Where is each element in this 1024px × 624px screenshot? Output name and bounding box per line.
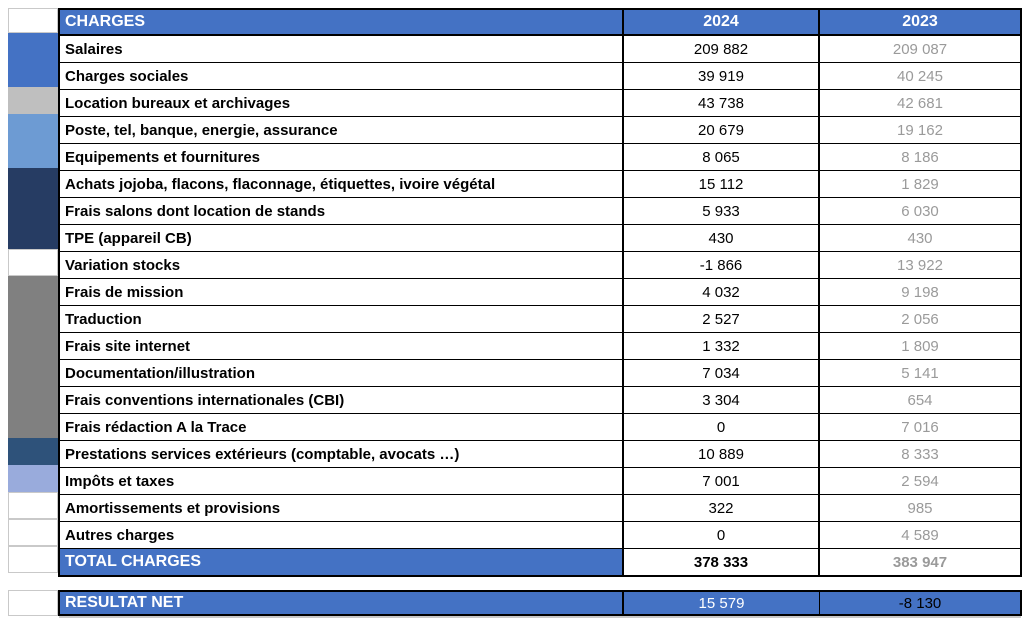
table-row <box>60 386 1020 413</box>
total-label: TOTAL CHARGES <box>60 549 624 575</box>
row-label: Impôts et taxes <box>60 468 624 494</box>
row-label: Prestations services extérieurs (comptable, avocats …) <box>60 441 624 467</box>
row-value-2023: 985 <box>907 499 933 517</box>
row-color-swatch <box>8 384 58 411</box>
row-label: Variation stocks <box>60 252 624 278</box>
row-value-2023: 8 333 <box>901 445 939 463</box>
row-color-swatch <box>8 303 58 330</box>
row-label: Poste, tel, banque, energie, assurance <box>60 117 624 143</box>
table-row <box>60 440 1020 467</box>
row-color-swatch <box>8 168 58 195</box>
row-value-2024: -1 866 <box>624 252 820 278</box>
row-label: Frais salons dont location de stands <box>60 198 624 224</box>
row-value-2024: 3 304 <box>624 387 820 413</box>
table-row <box>60 197 1020 224</box>
row-value-2024: 8 065 <box>624 144 820 170</box>
row-value-2023: 19 162 <box>897 121 943 139</box>
row-value-2023: 209 087 <box>892 40 948 58</box>
row-label: Documentation/illustration <box>60 360 624 386</box>
row-label: Equipements et fournitures <box>60 144 624 170</box>
resultat-color-swatch <box>8 590 58 616</box>
row-color-swatch <box>8 222 58 249</box>
table-row <box>60 467 1020 494</box>
row-value-2024: 2 527 <box>624 306 820 332</box>
table-row <box>60 89 1020 116</box>
table-row <box>60 413 1020 440</box>
row-value-2024: 430 <box>624 225 820 251</box>
total-value-2023: 383 947 <box>892 553 948 571</box>
row-label: Autres charges <box>60 522 624 548</box>
row-color-swatch <box>8 519 58 546</box>
row-value-2024: 7 001 <box>624 468 820 494</box>
row-value-2024: 43 738 <box>624 90 820 116</box>
row-value-2024: 0 <box>624 414 820 440</box>
table-header-row <box>60 10 1020 35</box>
row-color-swatch <box>8 141 58 168</box>
row-color-swatch <box>8 114 58 141</box>
row-label: TPE (appareil CB) <box>60 225 624 251</box>
resultat-value-2024: 15 579 <box>624 592 820 614</box>
row-color-swatch <box>8 60 58 87</box>
row-label: Salaires <box>60 36 624 62</box>
row-value-2023: 2 056 <box>901 310 939 328</box>
table-row <box>60 224 1020 251</box>
row-value-2023: 13 922 <box>897 256 943 274</box>
row-color-swatch <box>8 276 58 303</box>
row-value-2024: 5 933 <box>624 198 820 224</box>
row-value-2024: 20 679 <box>624 117 820 143</box>
row-value-2023: 4 589 <box>901 526 939 544</box>
resultat-row <box>58 590 1022 616</box>
row-color-swatch <box>8 87 58 114</box>
row-value-2023: 9 198 <box>901 283 939 301</box>
row-color-swatch <box>8 249 58 276</box>
table-row <box>60 62 1020 89</box>
table-row <box>60 251 1020 278</box>
table-row <box>60 278 1020 305</box>
row-value-2023: 40 245 <box>897 67 943 85</box>
charges-main-table <box>58 8 1022 577</box>
row-value-2024: 7 034 <box>624 360 820 386</box>
row-label: Amortissements et provisions <box>60 495 624 521</box>
charges-table <box>8 8 1022 577</box>
row-value-2024: 1 332 <box>624 333 820 359</box>
table-row <box>60 305 1020 332</box>
row-label: Traduction <box>60 306 624 332</box>
year-2023-header: 2023 <box>902 13 938 30</box>
row-color-swatch <box>8 492 58 519</box>
category-color-column <box>8 8 58 577</box>
row-label: Achats jojoba, flacons, flaconnage, étiquettes, ivoire végétal <box>60 171 624 197</box>
row-value-2024: 39 919 <box>624 63 820 89</box>
header-color-swatch <box>8 8 58 33</box>
row-color-swatch <box>8 357 58 384</box>
row-value-2023: 42 681 <box>897 94 943 112</box>
table-row <box>60 521 1020 548</box>
table-row <box>60 143 1020 170</box>
row-value-2024: 4 032 <box>624 279 820 305</box>
charges-header-cell: CHARGES <box>60 10 624 34</box>
table-row <box>60 332 1020 359</box>
total-row-color-swatch <box>8 546 58 573</box>
row-label: Charges sociales <box>60 63 624 89</box>
row-value-2023: 6 030 <box>901 202 939 220</box>
row-value-2024: 0 <box>624 522 820 548</box>
row-value-2023: 654 <box>907 391 933 409</box>
row-color-swatch <box>8 195 58 222</box>
row-color-swatch <box>8 330 58 357</box>
row-value-2023: 5 141 <box>901 364 939 382</box>
resultat-label: RESULTAT NET <box>60 592 624 614</box>
table-row <box>60 170 1020 197</box>
total-value-2024: 378 333 <box>624 549 820 575</box>
row-label: Location bureaux et archivages <box>60 90 624 116</box>
row-value-2023: 430 <box>907 229 933 247</box>
row-color-swatch <box>8 33 58 60</box>
resultat-value-2023: -8 130 <box>898 594 942 612</box>
row-value-2024: 322 <box>624 495 820 521</box>
table-row <box>60 359 1020 386</box>
row-value-2024: 209 882 <box>624 36 820 62</box>
row-value-2024: 15 112 <box>624 171 820 197</box>
row-label: Frais de mission <box>60 279 624 305</box>
year-2024-header: 2024 <box>624 10 820 34</box>
row-color-swatch <box>8 465 58 492</box>
resultat-net-table <box>8 590 1022 616</box>
row-color-swatch <box>8 411 58 438</box>
row-value-2023: 1 809 <box>901 337 939 355</box>
row-color-swatch <box>8 438 58 465</box>
total-row <box>60 548 1020 575</box>
table-row <box>60 35 1020 62</box>
row-value-2023: 1 829 <box>901 175 939 193</box>
row-label: Frais site internet <box>60 333 624 359</box>
row-label: Frais rédaction A la Trace <box>60 414 624 440</box>
row-label: Frais conventions internationales (CBI) <box>60 387 624 413</box>
row-value-2023: 7 016 <box>901 418 939 436</box>
table-row <box>60 116 1020 143</box>
table-row <box>60 494 1020 521</box>
row-value-2023: 8 186 <box>901 148 939 166</box>
row-value-2024: 10 889 <box>624 441 820 467</box>
row-value-2023: 2 594 <box>901 472 939 490</box>
